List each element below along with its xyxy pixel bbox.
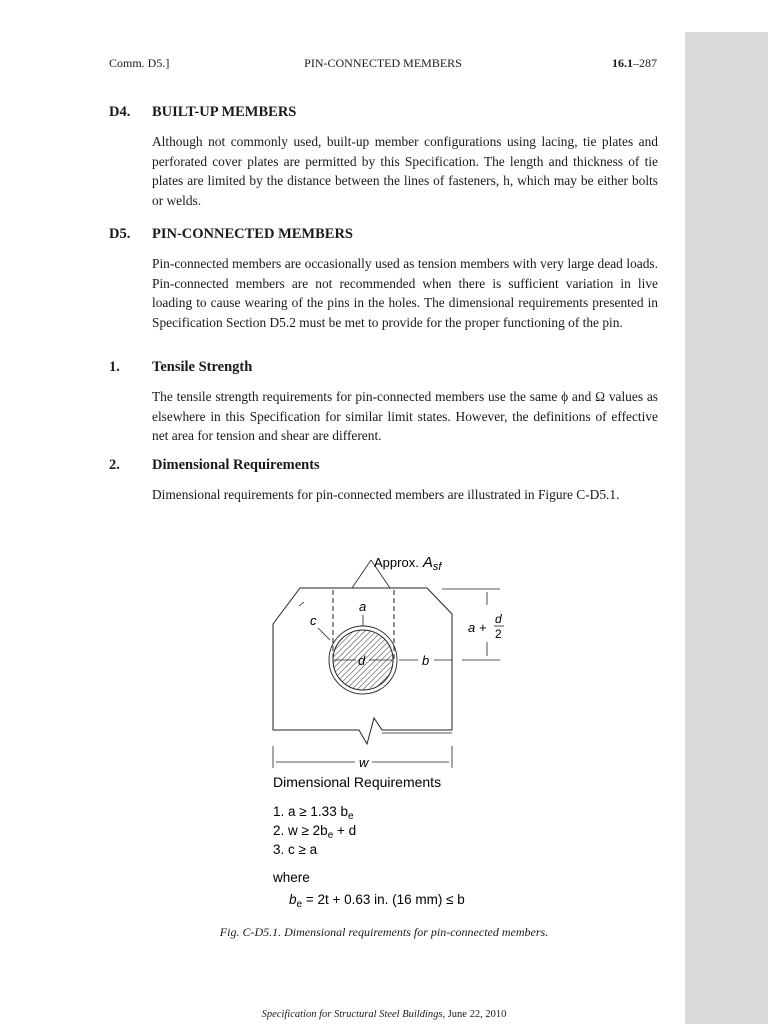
section-d5-title: PIN-CONNECTED MEMBERS <box>152 226 353 242</box>
subsection-2-title: Dimensional Requirements <box>152 457 320 473</box>
section-d4-title: BUILT-UP MEMBERS <box>152 104 297 120</box>
footer-title: Specification for Structural Steel Buildings, <box>261 1009 446 1020</box>
effective-width-formula: $b_e = 2t + 0.63$ in. (16 mm) ≤ b <box>289 892 465 910</box>
section-d4-number: D4. <box>109 104 131 120</box>
where-label: where <box>273 870 310 885</box>
page-number-section: 16.1 <box>612 56 633 70</box>
page-number <box>612 56 657 71</box>
section-d5-number: D5. <box>109 226 131 242</box>
section-d5-text: Pin-connected members are occasionally used as tension members with very large dead loads. Pin-connected members are not recommended when there is sufficient variation in live loading to cause wearing of the pins in the holes. The dimensional requirements presented in Specification Section D5.2 must be met to provide for the proper functioning of the pin. <box>152 256 658 330</box>
subsection-1-text: The tensile strength requirements for pin-connected members use the same ϕ and Ω values as elsewhere in this Specification for similar limit states. However, the definitions of effective net area for tension and shear are different. <box>152 389 658 443</box>
dimension-a-plus-half-d: a + <box>468 620 487 635</box>
requirement-1: 1. a ≥ 1.33 $b_e$ <box>273 804 354 822</box>
figure-caption: Fig. C-D5.1. Dimensional requirements for pin-connected members. <box>219 925 549 939</box>
label-a: a <box>359 599 367 614</box>
label-d: d <box>358 653 366 668</box>
requirement-2: 2. $w \ge 2b_e + d$ <box>273 823 357 841</box>
page-number-value: –287 <box>633 56 657 70</box>
subsection-2-number: 2. <box>109 457 120 473</box>
dimension-d-numerator: d <box>495 612 502 626</box>
requirements-title: Dimensional Requirements <box>273 774 442 790</box>
subsection-2-text: Dimensional requirements for pin-connected members are illustrated in Figure C-D5.1. <box>152 487 620 502</box>
requirement-3: 3. c ≥ a <box>273 842 318 857</box>
subsection-1-title: Tensile Strength <box>152 359 253 375</box>
running-header-left: Comm. D5.] <box>109 56 170 70</box>
label-w: w <box>359 755 369 770</box>
dimension-d-denominator: 2 <box>495 627 502 641</box>
section-d4-text: Although not commonly used, built-up member configurations using lacing, tie plates and perforated cover plates are permitted by this Specification. The length and thickness of tie plates are limited by the distance between the lines of fasteners, h, which may be either bolts or welds. <box>152 134 658 208</box>
approx-area-label: Approx. $A_{sf}$ <box>374 554 442 573</box>
running-header-title: PIN-CONNECTED MEMBERS <box>304 56 462 70</box>
label-b: b <box>422 653 430 668</box>
subsection-1-number: 1. <box>109 359 120 375</box>
scroll-margin-panel <box>685 32 768 1024</box>
footer-date: June 22, 2010 <box>445 1009 507 1020</box>
pin-connected-member-figure <box>230 545 530 915</box>
label-c: c <box>310 613 317 628</box>
running-footer <box>0 1009 768 1020</box>
